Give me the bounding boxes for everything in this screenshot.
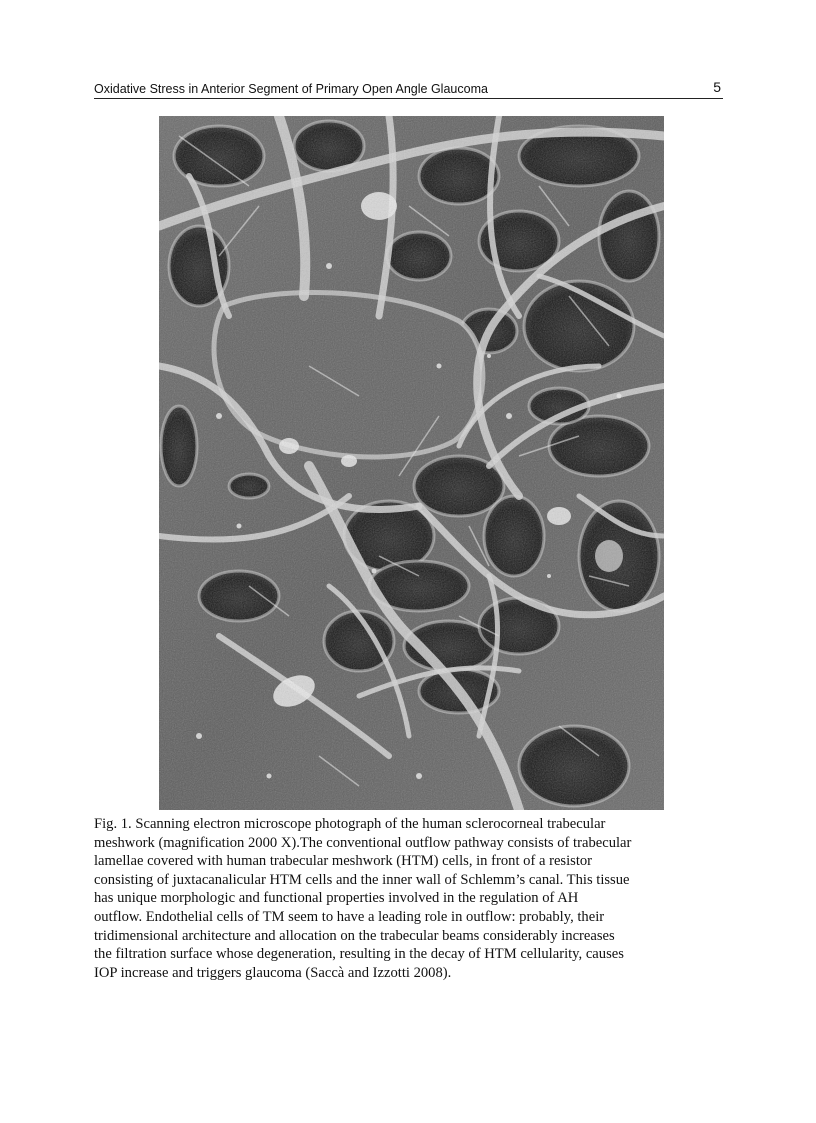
sem-micrograph xyxy=(159,116,664,810)
figure-caption xyxy=(94,815,719,982)
caption-line: meshwork (magnification 2000 X).The conventional outflow pathway consists of trabecular xyxy=(94,834,632,851)
caption-line: tridimensional architecture and allocation on the trabecular beams considerably increases xyxy=(94,927,615,944)
caption-line: the filtration surface whose degeneration, resulting in the decay of HTM cellularity, causes xyxy=(94,946,624,963)
running-header xyxy=(94,78,723,99)
caption-line: has unique morphologic and functional properties involved in the regulation of AH xyxy=(94,890,579,907)
caption-line: lamellae covered with human trabecular meshwork (HTM) cells, in front of a resistor xyxy=(94,853,593,870)
caption-line: Fig. 1. Scanning electron microscope photograph of the human sclerocorneal trabecular xyxy=(94,816,606,832)
running-title: Oxidative Stress in Anterior Segment of Primary Open Angle Glaucoma xyxy=(94,82,488,96)
caption-line: consisting of juxtacanalicular HTM cells and the inner wall of Schlemm’s canal. This tissue xyxy=(94,871,630,888)
caption-line: IOP increase and triggers glaucoma (Saccà and Izzotti 2008). xyxy=(94,964,452,981)
caption-line: outflow. Endothelial cells of TM seem to have a leading role in outflow: probably, their xyxy=(94,908,605,925)
page-number: 5 xyxy=(713,79,721,95)
